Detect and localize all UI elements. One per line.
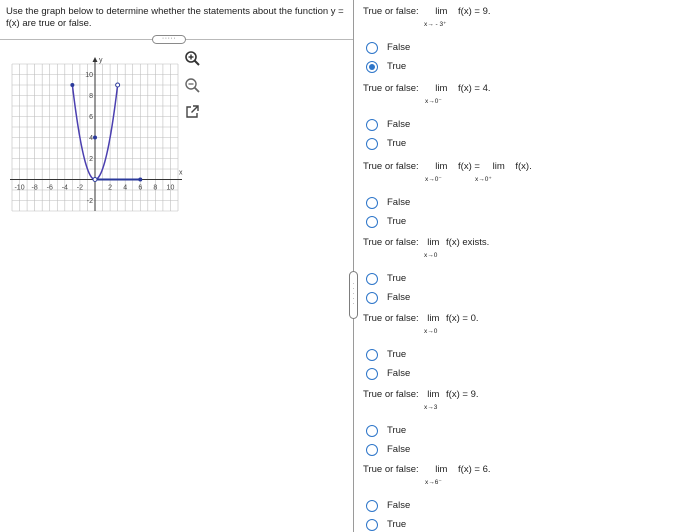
question-prompt bbox=[363, 389, 693, 411]
closed-point bbox=[93, 136, 97, 140]
radio-button[interactable] bbox=[366, 519, 378, 531]
vertical-divider bbox=[353, 0, 354, 532]
option-false[interactable] bbox=[363, 38, 693, 57]
lim-label: lim bbox=[435, 161, 448, 172]
option-label: False bbox=[387, 197, 411, 208]
option-label: False bbox=[387, 444, 411, 455]
x-tick-label: 6 bbox=[138, 184, 143, 192]
radio-button[interactable] bbox=[366, 216, 378, 228]
limit-subscript: x→6⁻ bbox=[425, 479, 442, 486]
question-prompt bbox=[363, 83, 693, 105]
limit-expression: f(x) = 6. bbox=[458, 464, 491, 475]
option-label: True bbox=[387, 273, 407, 284]
lim-label: lim bbox=[427, 389, 440, 400]
questions-pane bbox=[360, 0, 700, 532]
y-tick-label: 4 bbox=[89, 135, 93, 142]
limit-subscript: x→0⁻ bbox=[425, 98, 442, 105]
option-true[interactable] bbox=[363, 515, 693, 532]
radio-button[interactable] bbox=[366, 425, 378, 437]
radio-button[interactable] bbox=[366, 368, 378, 380]
radio-button[interactable] bbox=[366, 500, 378, 512]
option-label: True bbox=[387, 349, 407, 360]
prompt-prefix: True or false: bbox=[363, 6, 419, 17]
graph-tools bbox=[184, 50, 204, 131]
option-label: False bbox=[387, 119, 411, 130]
question-prompt bbox=[363, 237, 693, 259]
lim-label: lim bbox=[435, 6, 448, 17]
y-tick-label: 10 bbox=[85, 72, 93, 79]
radio-button[interactable] bbox=[366, 42, 378, 54]
x-axis-label: x bbox=[179, 169, 183, 177]
limit-expression: f(x) = 4. bbox=[458, 83, 491, 94]
question-prompt bbox=[363, 6, 693, 28]
x-tick-label: -6 bbox=[46, 184, 53, 192]
limit-subscript: x→0 bbox=[424, 328, 438, 335]
x-tick-label: -8 bbox=[31, 184, 38, 192]
x-tick-label: 4 bbox=[123, 184, 128, 192]
limit-expression: f(x) = 9. bbox=[446, 389, 479, 400]
prompt-prefix: True or false: bbox=[363, 161, 419, 172]
option-label: False bbox=[387, 292, 411, 303]
option-label: True bbox=[387, 138, 407, 149]
limit-expression: f(x) = 0. bbox=[446, 313, 479, 324]
option-label: True bbox=[387, 61, 407, 72]
y-tick-label: 2 bbox=[89, 156, 93, 163]
graph-svg bbox=[0, 46, 185, 216]
limit-expression: f(x) = 9. bbox=[458, 6, 491, 17]
x-tick-label: -10 bbox=[14, 184, 25, 192]
lim-label: lim bbox=[435, 464, 448, 475]
x-tick-label: 10 bbox=[166, 184, 175, 192]
zoom-out-icon[interactable] bbox=[184, 77, 200, 93]
prompt-prefix: True or false: bbox=[363, 389, 419, 400]
limit-subscript: x→3 bbox=[424, 404, 438, 411]
option-label: False bbox=[387, 500, 411, 511]
open-point bbox=[116, 83, 120, 87]
closed-point bbox=[138, 178, 142, 182]
option-true[interactable] bbox=[363, 269, 693, 288]
radio-button[interactable] bbox=[366, 138, 378, 150]
closed-point bbox=[70, 83, 74, 87]
question-1 bbox=[363, 6, 693, 76]
graph-tick-labels bbox=[14, 57, 183, 205]
option-true[interactable] bbox=[363, 345, 693, 364]
lim-label: lim bbox=[427, 313, 440, 324]
question-2 bbox=[363, 83, 693, 153]
option-false[interactable] bbox=[363, 193, 693, 212]
limit-subscript: x→0 bbox=[424, 252, 438, 259]
x-tick-label: -2 bbox=[76, 184, 84, 192]
prompt-prefix: True or false: bbox=[363, 313, 419, 324]
collapse-handle[interactable]: ····· bbox=[152, 35, 186, 44]
prompt-prefix: True or false: bbox=[363, 464, 419, 475]
question-prompt bbox=[363, 464, 693, 486]
popout-icon[interactable] bbox=[184, 104, 200, 120]
option-label: True bbox=[387, 216, 407, 227]
question-prompt bbox=[363, 161, 693, 183]
open-point bbox=[93, 178, 97, 182]
graph bbox=[0, 46, 185, 216]
y-tick-label: 8 bbox=[89, 93, 93, 100]
option-false[interactable] bbox=[363, 288, 693, 307]
y-axis-label: y bbox=[99, 57, 103, 64]
limit-expression: f(x) = bbox=[458, 161, 480, 172]
question-3 bbox=[363, 161, 693, 231]
limit-subscript: x→ - 3⁺ bbox=[424, 21, 447, 28]
option-true[interactable] bbox=[363, 134, 693, 153]
x-tick-label: 2 bbox=[108, 184, 113, 192]
option-label: False bbox=[387, 42, 411, 53]
option-true[interactable] bbox=[363, 212, 693, 231]
resize-handle[interactable]: · · · · · bbox=[349, 271, 358, 319]
lim-label-2: lim bbox=[492, 161, 505, 172]
radio-button[interactable] bbox=[366, 349, 378, 361]
y-tick-label: -2 bbox=[86, 198, 93, 205]
zoom-in-icon[interactable] bbox=[184, 50, 200, 66]
prompt-prefix: True or false: bbox=[363, 83, 419, 94]
limit-expression-2: f(x). bbox=[515, 161, 532, 172]
question-7 bbox=[363, 464, 693, 532]
radio-button[interactable] bbox=[366, 444, 378, 456]
graph-plot bbox=[70, 83, 142, 182]
limit-subscript: x→0⁻ bbox=[425, 176, 442, 183]
radio-button-selected[interactable] bbox=[366, 61, 378, 73]
question-4 bbox=[363, 237, 693, 307]
option-false[interactable] bbox=[363, 364, 693, 383]
option-false[interactable] bbox=[363, 115, 693, 134]
x-tick-label: 8 bbox=[153, 184, 158, 192]
radio-button[interactable] bbox=[366, 273, 378, 285]
instructions-text: Use the graph below to determine whether the statements about the function y = f(x) are true or false. bbox=[6, 6, 344, 29]
option-label: False bbox=[387, 368, 411, 379]
option-label: True bbox=[387, 519, 407, 530]
radio-button[interactable] bbox=[366, 292, 378, 304]
radio-button[interactable] bbox=[366, 119, 378, 131]
option-true[interactable] bbox=[363, 57, 693, 76]
lim-label: lim bbox=[427, 237, 440, 248]
question-5 bbox=[363, 313, 693, 383]
option-false[interactable] bbox=[363, 496, 693, 515]
y-tick-label: 6 bbox=[89, 114, 93, 121]
y-axis-arrow bbox=[93, 57, 98, 62]
prompt-prefix: True or false: bbox=[363, 237, 419, 248]
option-false[interactable] bbox=[363, 440, 693, 459]
question-prompt bbox=[363, 313, 693, 335]
option-label: True bbox=[387, 425, 407, 436]
limit-expression: f(x) exists. bbox=[446, 237, 490, 248]
option-true[interactable] bbox=[363, 421, 693, 440]
radio-button[interactable] bbox=[366, 197, 378, 209]
limit-subscript-2: x→0⁺ bbox=[475, 176, 492, 183]
lim-label: lim bbox=[435, 83, 448, 94]
question-6 bbox=[363, 389, 693, 459]
x-tick-label: -4 bbox=[61, 184, 68, 192]
